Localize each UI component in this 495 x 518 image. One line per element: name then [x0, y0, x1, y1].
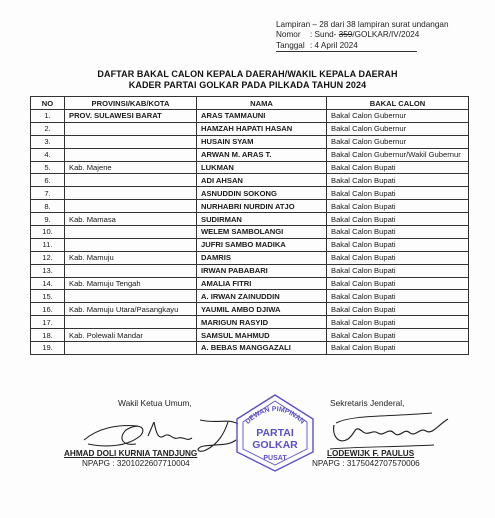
table-row: [31, 238, 469, 251]
cell-bakal-calon: Bakal Calon Bupati: [327, 226, 469, 239]
cell-nama: HUSAIN SYAM: [197, 135, 327, 148]
table-row: [31, 200, 469, 213]
cell-bakal-calon: Bakal Calon Bupati: [327, 187, 469, 200]
cell-provinsi: [65, 226, 197, 239]
cell-no: 16.: [31, 303, 65, 316]
table-row: [31, 329, 469, 342]
cell-bakal-calon: Bakal Calon Bupati: [327, 290, 469, 303]
cell-nama: SUDIRMAN: [197, 213, 327, 226]
stamp-bottom-text: PUSAT: [263, 455, 287, 462]
cell-nama: SAMSUL MAHMUD: [197, 329, 327, 342]
cell-provinsi: [65, 238, 197, 251]
tanggal-underlined: [276, 41, 417, 52]
cell-nama: LUKMAN: [197, 161, 327, 174]
cell-nama: NURHABRI NURDIN ATJO: [197, 200, 327, 213]
cell-no: 15.: [31, 290, 65, 303]
table-row: [31, 110, 469, 123]
left-signatory-title: Wakil Ketua Umum,: [118, 398, 192, 408]
left-signatory-name: AHMAD DOLI KURNIA TANDJUNG: [64, 449, 198, 458]
cell-nama: JUFRI SAMBO MADIKA: [197, 238, 327, 251]
table-header-row: [31, 97, 469, 110]
cell-nama: MARIGUN RASYID: [197, 316, 327, 329]
cell-provinsi: Kab. Polewali Mandar: [65, 329, 197, 342]
cell-no: 18.: [31, 329, 65, 342]
table-row: [31, 342, 469, 355]
nomor-struck: 359: [338, 30, 353, 40]
header-no: NO: [31, 97, 65, 110]
cell-no: 2.: [31, 122, 65, 135]
cell-nama: ARWAN M. ARAS T.: [197, 148, 327, 161]
cell-no: 10.: [31, 226, 65, 239]
cell-bakal-calon: Bakal Calon Bupati: [327, 200, 469, 213]
candidate-table: [30, 96, 469, 355]
table-row: [31, 135, 469, 148]
tanggal-label: Tanggal: [276, 40, 305, 50]
cell-no: 8.: [31, 200, 65, 213]
table-row: [31, 226, 469, 239]
cell-no: 19.: [31, 342, 65, 355]
cell-provinsi: [65, 342, 197, 355]
cell-bakal-calon: Bakal Calon Bupati: [327, 277, 469, 290]
lampiran-line: Lampiran – 28 dari 38 lampiran surat undangan: [276, 20, 449, 29]
cell-provinsi: [65, 264, 197, 277]
header-provinsi: PROVINSI/KAB/KOTA: [65, 97, 197, 110]
cell-no: 6.: [31, 174, 65, 187]
cell-nama: IRWAN PABABARI: [197, 264, 327, 277]
table-row: [31, 251, 469, 264]
cell-bakal-calon: Bakal Calon Bupati: [327, 342, 469, 355]
cell-provinsi: Kab. Majene: [65, 161, 197, 174]
cell-no: 4.: [31, 148, 65, 161]
right-signatory-npapg: NPAPG : 3175042707570006: [312, 459, 420, 468]
cell-provinsi: Kab. Mamuju: [65, 251, 197, 264]
cell-provinsi: [65, 187, 197, 200]
cell-bakal-calon: Bakal Calon Bupati: [327, 329, 469, 342]
cell-nama: A. IRWAN ZAINUDDIN: [197, 290, 327, 303]
cell-bakal-calon: Bakal Calon Bupati: [327, 303, 469, 316]
document-title-line1: DAFTAR BAKAL CALON KEPALA DAERAH/WAKIL KEPALA DAERAH: [97, 69, 398, 79]
right-signatory-title: Sekretaris Jenderal,: [330, 398, 405, 408]
right-signatory-name: LODEWIJK F. PAULUS: [327, 449, 415, 458]
cell-bakal-calon: Bakal Calon Bupati: [327, 238, 469, 251]
cell-bakal-calon: Bakal Calon Bupati: [327, 251, 469, 264]
cell-no: 11.: [31, 238, 65, 251]
cell-bakal-calon: Bakal Calon Bupati: [327, 264, 469, 277]
letter-reference: [276, 20, 449, 52]
tanggal-line: [276, 41, 449, 52]
cell-nama: WELEM SAMBOLANGI: [197, 226, 327, 239]
table-row: [31, 161, 469, 174]
tanggal-value: : 4 April 2024: [310, 40, 358, 50]
cell-no: 13.: [31, 264, 65, 277]
table-row: [31, 187, 469, 200]
cell-bakal-calon: Bakal Calon Bupati: [327, 213, 469, 226]
cell-nama: ADI AHSAN: [197, 174, 327, 187]
cell-provinsi: Kab. Mamuju Tengah: [65, 277, 197, 290]
cell-no: 14.: [31, 277, 65, 290]
cell-bakal-calon: Bakal Calon Gubernur: [327, 122, 469, 135]
cell-provinsi: [65, 200, 197, 213]
nomor-label: Nomor: [276, 30, 301, 40]
cell-nama: AMALIA FITRI: [197, 277, 327, 290]
cell-no: 9.: [31, 213, 65, 226]
table-row: [31, 277, 469, 290]
nomor-suffix: /GOLKAR/IV/2024: [352, 30, 420, 40]
cell-nama: HAMZAH HAPATI HASAN: [197, 122, 327, 135]
nomor-line: [276, 30, 449, 40]
table-row: [31, 174, 469, 187]
left-signatory-npapg: NPAPG : 3201022607710004: [82, 459, 190, 468]
document-title-line2: KADER PARTAI GOLKAR PADA PILKADA TAHUN 2024: [128, 80, 367, 90]
table-row: [31, 264, 469, 277]
stamp-line2: GOLKAR: [252, 439, 298, 451]
cell-nama: DAMRIS: [197, 251, 327, 264]
table-row: [31, 290, 469, 303]
cell-bakal-calon: Bakal Calon Bupati: [327, 174, 469, 187]
cell-bakal-calon: Bakal Calon Bupati: [327, 316, 469, 329]
header-bakal-calon: BAKAL CALON: [327, 97, 469, 110]
cell-no: 17.: [31, 316, 65, 329]
cell-bakal-calon: Bakal Calon Gubernur: [327, 110, 469, 123]
table-row: [31, 122, 469, 135]
cell-nama: YAUMIL AMBO DJIWA: [197, 303, 327, 316]
stamp-top-text: DEWAN PIMPINAN: [244, 405, 306, 426]
cell-bakal-calon: Bakal Calon Bupati: [327, 161, 469, 174]
header-nama: NAMA: [197, 97, 327, 110]
cell-no: 5.: [31, 161, 65, 174]
cell-provinsi: [65, 122, 197, 135]
cell-nama: ASNUDDIN SOKONG: [197, 187, 327, 200]
cell-bakal-calon: Bakal Calon Gubernur/Wakil Gubernur: [327, 148, 469, 161]
table-row: [31, 148, 469, 161]
cell-nama: A. BEBAS MANGGAZALI: [197, 342, 327, 355]
cell-provinsi: [65, 148, 197, 161]
cell-no: 1.: [31, 110, 65, 123]
nomor-prefix: : Sund-: [310, 30, 339, 40]
party-stamp: [232, 392, 318, 474]
cell-no: 7.: [31, 187, 65, 200]
cell-no: 3.: [31, 135, 65, 148]
cell-provinsi: [65, 316, 197, 329]
cell-provinsi: PROV. SULAWESI BARAT: [65, 110, 197, 123]
table-row: [31, 303, 469, 316]
cell-no: 12.: [31, 251, 65, 264]
cell-bakal-calon: Bakal Calon Gubernur: [327, 135, 469, 148]
cell-provinsi: Kab. Mamasa: [65, 213, 197, 226]
cell-provinsi: [65, 135, 197, 148]
stamp-line1: PARTAI: [256, 427, 294, 439]
cell-nama: ARAS TAMMAUNI: [197, 110, 327, 123]
right-handwritten-signature: [322, 405, 462, 453]
cell-provinsi: [65, 290, 197, 303]
cell-provinsi: [65, 174, 197, 187]
table-row: [31, 213, 469, 226]
cell-provinsi: Kab. Mamuju Utara/Pasangkayu: [65, 303, 197, 316]
table-row: [31, 316, 469, 329]
